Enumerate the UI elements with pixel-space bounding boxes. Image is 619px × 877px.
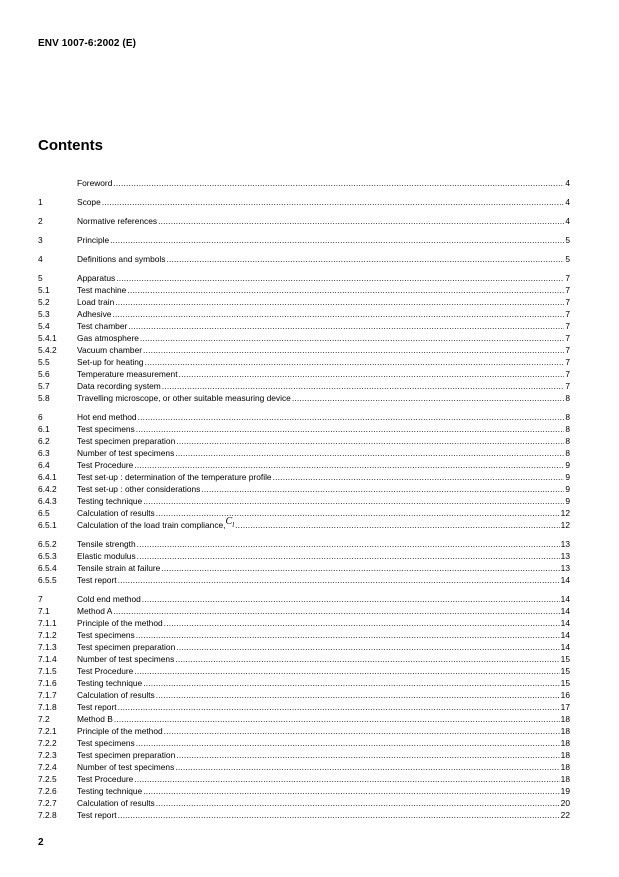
toc-entry[interactable] <box>38 271 570 283</box>
toc-dot-leader <box>134 774 559 784</box>
toc-entry[interactable] <box>38 343 570 355</box>
toc-entry-number: 7.2.2 <box>38 738 57 748</box>
toc-entry-number: 7 <box>38 594 43 604</box>
toc-entry[interactable] <box>38 233 570 245</box>
toc-entry[interactable] <box>38 796 570 808</box>
toc-dot-leader <box>110 235 564 245</box>
toc-entry[interactable] <box>38 676 570 688</box>
toc-entry[interactable] <box>38 808 570 820</box>
toc-entry-title: Vacuum chamber <box>77 345 143 355</box>
toc-entry-title: Testing technique <box>77 678 143 688</box>
toc-entry-page: 7 <box>565 381 570 391</box>
toc-entry-title: Test report <box>77 702 117 712</box>
toc-entry-number: 7.1.4 <box>38 654 57 664</box>
toc-entry-number: 6.5.5 <box>38 575 57 585</box>
toc-entry-page: 8 <box>565 393 570 403</box>
toc-entry-title: Test Procedure <box>77 460 134 470</box>
toc-entry[interactable] <box>38 283 570 295</box>
toc-entry-title: Principle of the method <box>77 618 163 628</box>
toc-entry-title: Data recording system <box>77 381 161 391</box>
toc-entry-title: Gas atmosphere <box>77 333 139 343</box>
toc-entry-number: 6.4 <box>38 460 50 470</box>
toc-entry[interactable] <box>38 592 570 604</box>
toc-entry-title: Test specimen preparation <box>77 642 176 652</box>
page-title: Contents <box>38 137 103 154</box>
toc-entry-page: 7 <box>565 285 570 295</box>
toc-dot-leader <box>138 412 565 422</box>
toc-entry-number: 7.2.8 <box>38 810 57 820</box>
toc-entry-number: 7.1.8 <box>38 702 57 712</box>
toc-entry-title: Hot end method <box>77 412 137 422</box>
document-id-header: ENV 1007-6:2002 (E) <box>38 38 137 49</box>
toc-dot-leader <box>137 539 560 549</box>
toc-entry-title: Elastic modulus <box>77 551 136 561</box>
toc-dot-leader <box>158 216 564 226</box>
toc-entry-page: 14 <box>560 594 570 604</box>
toc-dot-leader <box>142 594 560 604</box>
toc-entry-number: 5.6 <box>38 369 50 379</box>
toc-dot-leader <box>137 551 560 561</box>
toc-dot-leader <box>118 810 560 820</box>
toc-dot-leader <box>292 393 565 403</box>
toc-entry-page: 7 <box>565 309 570 319</box>
toc-dot-leader <box>115 297 564 307</box>
toc-entry-number: 6.5.4 <box>38 563 57 573</box>
toc-entry-number: 7.2.5 <box>38 774 57 784</box>
toc-entry-page: 8 <box>565 424 570 434</box>
toc-entry-title: Load train <box>77 297 115 307</box>
toc-entry-page: 17 <box>560 702 570 712</box>
toc-entry[interactable] <box>38 252 570 264</box>
toc-entry-title: Calculation of results <box>77 508 155 518</box>
toc-entry-page: 19 <box>560 786 570 796</box>
toc-dot-leader <box>175 762 559 772</box>
toc-entry[interactable] <box>38 736 570 748</box>
toc-entry[interactable] <box>38 652 570 664</box>
toc-entry-title: Test report <box>77 575 117 585</box>
toc-entry-title: Test specimen preparation <box>77 750 176 760</box>
toc-entry[interactable] <box>38 760 570 772</box>
toc-dot-leader <box>175 654 559 664</box>
toc-dot-leader <box>179 369 565 379</box>
toc-dot-leader <box>162 381 565 391</box>
toc-entry[interactable] <box>38 355 570 367</box>
toc-entry-number: 7.2.7 <box>38 798 57 808</box>
toc-entry[interactable] <box>38 664 570 676</box>
toc-entry[interactable] <box>38 784 570 796</box>
toc-dot-leader <box>273 472 565 482</box>
toc-dot-leader <box>136 424 565 434</box>
toc-entry-number: 7.2.3 <box>38 750 57 760</box>
toc-dot-leader <box>136 738 560 748</box>
toc-entry[interactable] <box>38 494 570 506</box>
toc-entry-page: 15 <box>560 666 570 676</box>
toc-entry[interactable] <box>38 295 570 307</box>
toc-dot-leader <box>176 642 559 652</box>
toc-entry-title: Calculation of the load train compliance, <box>77 520 226 530</box>
toc-entry-page: 13 <box>560 563 570 573</box>
toc-entry-number: 5.4.1 <box>38 333 57 343</box>
toc-entry-number: 5 <box>38 273 43 283</box>
toc-dot-leader <box>134 666 559 676</box>
toc-entry[interactable] <box>38 307 570 319</box>
toc-dot-leader <box>166 254 564 264</box>
toc-entry-number: 3 <box>38 235 43 245</box>
toc-entry[interactable] <box>38 724 570 736</box>
toc-entry-number: 5.1 <box>38 285 50 295</box>
toc-entry-number: 6.5.1 <box>38 520 57 530</box>
toc-entry-number: 6 <box>38 412 43 422</box>
toc-entry[interactable] <box>38 772 570 784</box>
toc-entry-number: 6.4.1 <box>38 472 57 482</box>
toc-entry[interactable] <box>38 391 570 403</box>
toc-entry-title: Definitions and symbols <box>77 254 166 264</box>
toc-dot-leader <box>164 618 560 628</box>
toc-entry-title: Foreword <box>77 178 113 188</box>
toc-entry-title: Calculation of results <box>77 690 155 700</box>
toc-entry-page: 7 <box>565 345 570 355</box>
toc-dot-leader <box>143 678 559 688</box>
toc-entry-number: 7.2.1 <box>38 726 57 736</box>
toc-dot-leader <box>118 575 560 585</box>
toc-entry-number: 6.5.3 <box>38 551 57 561</box>
toc-entry-title: Test specimens <box>77 630 135 640</box>
toc-entry-page: 9 <box>565 460 570 470</box>
toc-entry-title: Temperature measurement <box>77 369 178 379</box>
toc-entry[interactable] <box>38 628 570 640</box>
toc-entry-number: 2 <box>38 216 43 226</box>
toc-dot-leader <box>156 508 560 518</box>
toc-entry-page: 18 <box>560 726 570 736</box>
toc-entry[interactable] <box>38 422 570 434</box>
toc-dot-leader <box>113 606 559 616</box>
toc-entry-number: 6.3 <box>38 448 50 458</box>
table-of-contents <box>38 176 570 820</box>
toc-entry-title: Cold end method <box>77 594 141 604</box>
toc-entry-title: Apparatus <box>77 273 116 283</box>
toc-entry-page: 9 <box>565 496 570 506</box>
toc-dot-leader <box>143 345 564 355</box>
toc-entry[interactable] <box>38 434 570 446</box>
toc-entry-page: 7 <box>565 321 570 331</box>
toc-entry-number: 7.2.4 <box>38 762 57 772</box>
toc-entry-title: Normative references <box>77 216 158 226</box>
toc-entry-number: 7.2 <box>38 714 50 724</box>
toc-entry-number: 1 <box>38 197 43 207</box>
compliance-symbol <box>226 517 235 530</box>
toc-dot-leader <box>102 197 565 207</box>
toc-dot-leader <box>143 786 559 796</box>
toc-dot-leader <box>112 309 564 319</box>
toc-dot-leader <box>164 726 560 736</box>
toc-entry-title: Test set-up : other considerations <box>77 484 201 494</box>
toc-dot-leader <box>134 460 564 470</box>
toc-dot-leader <box>235 520 560 530</box>
toc-entry-title: Number of test specimens <box>77 762 175 772</box>
toc-dot-leader <box>114 714 560 724</box>
toc-entry-page: 8 <box>565 412 570 422</box>
toc-entry-number: 7.1.5 <box>38 666 57 676</box>
toc-entry-page: 14 <box>560 606 570 616</box>
toc-entry-title: Principle of the method <box>77 726 163 736</box>
toc-entry[interactable] <box>38 410 570 422</box>
compliance-symbol-subscript: l <box>232 521 235 529</box>
toc-entry-title: Testing technique <box>77 786 143 796</box>
toc-entry-page: 7 <box>565 333 570 343</box>
toc-entry-title: Number of test specimens <box>77 448 175 458</box>
toc-entry-title: Test specimen preparation <box>77 436 176 446</box>
toc-dot-leader <box>128 321 564 331</box>
toc-entry-title: Tensile strength <box>77 539 136 549</box>
toc-entry-title: Number of test specimens <box>77 654 175 664</box>
toc-entry[interactable] <box>38 688 570 700</box>
toc-entry-number: 6.1 <box>38 424 50 434</box>
toc-entry-page: 13 <box>560 551 570 561</box>
toc-entry-page: 12 <box>560 508 570 518</box>
toc-entry-number: 5.4.2 <box>38 345 57 355</box>
toc-entry-title: Principle <box>77 235 110 245</box>
toc-entry[interactable] <box>38 379 570 391</box>
toc-entry-number: 7.1 <box>38 606 50 616</box>
toc-entry-page: 15 <box>560 678 570 688</box>
toc-entry[interactable] <box>38 748 570 760</box>
toc-dot-leader <box>176 750 559 760</box>
toc-entry-page: 18 <box>560 714 570 724</box>
toc-entry-number: 5.3 <box>38 309 50 319</box>
toc-entry[interactable] <box>38 319 570 331</box>
toc-entry[interactable] <box>38 549 570 561</box>
toc-entry-title: Test chamber <box>77 321 128 331</box>
toc-dot-leader <box>176 436 564 446</box>
toc-entry[interactable] <box>38 367 570 379</box>
toc-entry-page: 14 <box>560 575 570 585</box>
toc-dot-leader <box>175 448 564 458</box>
toc-entry-number: 5.5 <box>38 357 50 367</box>
toc-entry[interactable] <box>38 176 570 188</box>
toc-entry-page: 13 <box>560 539 570 549</box>
toc-entry-page: 7 <box>565 273 570 283</box>
toc-entry-page: 18 <box>560 750 570 760</box>
toc-entry-number: 6.2 <box>38 436 50 446</box>
toc-entry-number: 5.7 <box>38 381 50 391</box>
toc-dot-leader <box>136 630 560 640</box>
toc-dot-leader <box>201 484 564 494</box>
toc-entry-title: Test specimens <box>77 738 135 748</box>
page-number: 2 <box>38 837 44 848</box>
toc-entry[interactable] <box>38 214 570 226</box>
toc-entry[interactable] <box>38 640 570 652</box>
toc-entry-number: 6.4.2 <box>38 484 57 494</box>
toc-entry-page: 4 <box>565 178 570 188</box>
toc-entry-title: Test specimens <box>77 424 135 434</box>
toc-entry-page: 15 <box>560 654 570 664</box>
toc-dot-leader <box>156 798 560 808</box>
toc-entry-page: 16 <box>560 690 570 700</box>
toc-entry-title: Testing technique <box>77 496 143 506</box>
toc-entry-number: 4 <box>38 254 43 264</box>
toc-entry[interactable] <box>38 700 570 712</box>
toc-entry[interactable] <box>38 470 570 482</box>
toc-entry-page: 9 <box>565 484 570 494</box>
toc-entry-page: 7 <box>565 369 570 379</box>
toc-entry[interactable] <box>38 573 570 585</box>
toc-dot-leader <box>127 285 564 295</box>
toc-entry-title: Tensile strain at failure <box>77 563 161 573</box>
toc-entry-page: 5 <box>565 254 570 264</box>
toc-entry-title: Test machine <box>77 285 127 295</box>
toc-entry-title: Travelling microscope, or other suitable measuring device <box>77 393 291 403</box>
toc-entry[interactable] <box>38 712 570 724</box>
toc-entry-page: 4 <box>565 216 570 226</box>
toc-dot-leader <box>156 690 560 700</box>
toc-dot-leader <box>118 702 560 712</box>
toc-entry-page: 14 <box>560 642 570 652</box>
toc-entry-title: Test Procedure <box>77 666 134 676</box>
toc-entry-page: 18 <box>560 738 570 748</box>
toc-entry-title: Test Procedure <box>77 774 134 784</box>
toc-entry-page: 14 <box>560 630 570 640</box>
toc-entry[interactable] <box>38 331 570 343</box>
toc-dot-leader <box>145 357 565 367</box>
toc-entry-number: 7.2.6 <box>38 786 57 796</box>
toc-entry[interactable] <box>38 506 570 518</box>
toc-entry-title: Test set-up : determination of the temperature profile <box>77 472 272 482</box>
toc-dot-leader <box>140 333 564 343</box>
toc-entry-page: 18 <box>560 762 570 772</box>
toc-entry[interactable] <box>38 446 570 458</box>
toc-entry-page: 9 <box>565 472 570 482</box>
toc-entry-number: 7.1.2 <box>38 630 57 640</box>
toc-entry-page: 18 <box>560 774 570 784</box>
toc-entry[interactable] <box>38 458 570 470</box>
toc-entry-page: 8 <box>565 436 570 446</box>
toc-entry-title: Method A <box>77 606 113 616</box>
toc-dot-leader <box>116 273 564 283</box>
toc-entry-page: 20 <box>560 798 570 808</box>
toc-entry[interactable] <box>38 482 570 494</box>
toc-entry-number: 5.8 <box>38 393 50 403</box>
toc-entry-number: 5.4 <box>38 321 50 331</box>
toc-entry[interactable] <box>38 616 570 628</box>
toc-entry-number: 7.1.6 <box>38 678 57 688</box>
toc-entry-page: 4 <box>565 197 570 207</box>
toc-entry[interactable] <box>38 604 570 616</box>
toc-entry-page: 7 <box>565 297 570 307</box>
toc-entry-title: Set-up for heating <box>77 357 144 367</box>
toc-entry[interactable] <box>38 195 570 207</box>
toc-entry-number: 7.1.1 <box>38 618 57 628</box>
toc-entry-number: 7.1.7 <box>38 690 57 700</box>
toc-entry-number: 6.4.3 <box>38 496 57 506</box>
toc-dot-leader <box>161 563 559 573</box>
compliance-symbol-base: C <box>225 516 233 527</box>
toc-entry[interactable] <box>38 561 570 573</box>
toc-entry-number: 6.5.2 <box>38 539 57 549</box>
toc-entry-page: 8 <box>565 448 570 458</box>
toc-entry-page: 7 <box>565 357 570 367</box>
toc-entry-page: 22 <box>560 810 570 820</box>
toc-entry-title: Method B <box>77 714 113 724</box>
toc-entry-number: 6.5 <box>38 508 50 518</box>
toc-entry-number: 7.1.3 <box>38 642 57 652</box>
toc-entry-page: 14 <box>560 618 570 628</box>
toc-entry[interactable] <box>38 537 570 549</box>
toc-entry[interactable] <box>38 518 570 530</box>
toc-dot-leader <box>143 496 564 506</box>
toc-dot-leader <box>113 178 564 188</box>
toc-entry-title: Scope <box>77 197 101 207</box>
toc-entry-number: 5.2 <box>38 297 50 307</box>
toc-entry-page: 5 <box>565 235 570 245</box>
toc-entry-page: 12 <box>560 520 570 530</box>
toc-entry-title: Calculation of results <box>77 798 155 808</box>
toc-entry-title: Test report <box>77 810 117 820</box>
toc-entry-title: Adhesive <box>77 309 112 319</box>
